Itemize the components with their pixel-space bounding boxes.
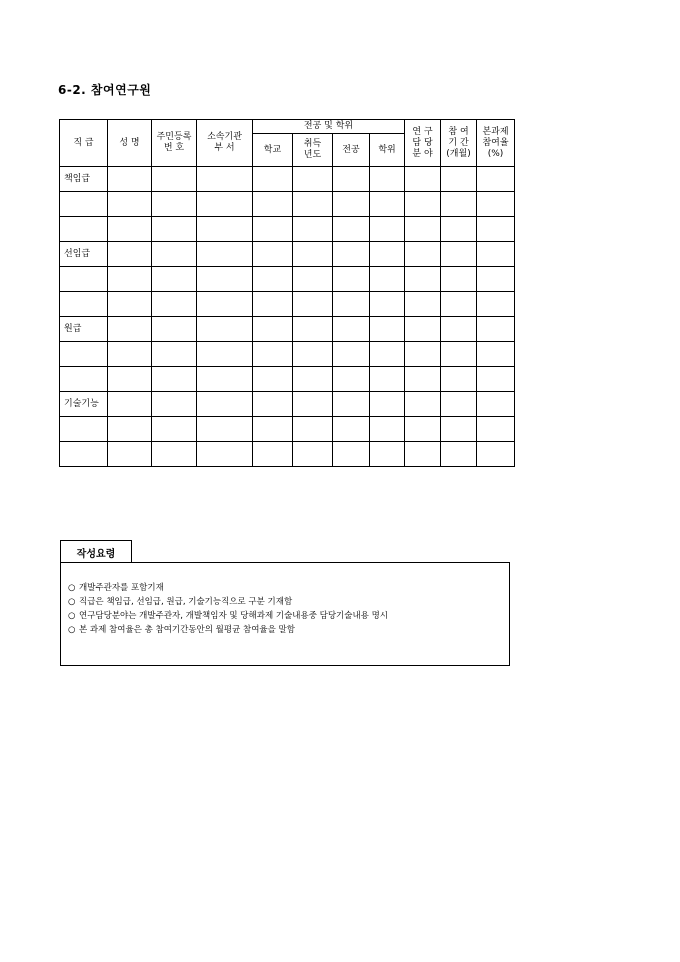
table-cell[interactable] bbox=[293, 317, 333, 342]
table-cell[interactable] bbox=[477, 317, 515, 342]
table-cell[interactable] bbox=[253, 292, 293, 317]
table-cell[interactable] bbox=[405, 392, 441, 417]
table-cell[interactable] bbox=[152, 342, 197, 367]
guide-item-text: 개발주관자를 포함기재 bbox=[79, 583, 164, 593]
header-major: 전공 bbox=[333, 134, 370, 167]
bullet-icon: ○ bbox=[68, 583, 76, 593]
table-cell[interactable] bbox=[441, 267, 477, 292]
table-row bbox=[60, 192, 515, 217]
table-cell[interactable] bbox=[477, 392, 515, 417]
table-cell[interactable] bbox=[197, 367, 253, 392]
table-cell[interactable] bbox=[441, 392, 477, 417]
table-cell[interactable] bbox=[405, 342, 441, 367]
table-row bbox=[60, 392, 515, 417]
bullet-icon: ○ bbox=[68, 597, 76, 607]
guide-tab: 작성요령 bbox=[60, 540, 132, 563]
grade-cell[interactable] bbox=[60, 292, 108, 317]
table-row bbox=[60, 367, 515, 392]
table-cell[interactable] bbox=[333, 317, 370, 342]
researcher-table bbox=[59, 119, 515, 467]
table-cell[interactable] bbox=[333, 217, 370, 242]
table-cell[interactable] bbox=[152, 367, 197, 392]
table-cell[interactable] bbox=[333, 392, 370, 417]
grade-cell[interactable] bbox=[60, 192, 108, 217]
table-cell[interactable] bbox=[293, 417, 333, 442]
table-cell[interactable] bbox=[293, 392, 333, 417]
table-cell[interactable] bbox=[441, 217, 477, 242]
table-cell[interactable] bbox=[441, 317, 477, 342]
table-cell[interactable] bbox=[370, 392, 405, 417]
table-cell[interactable] bbox=[477, 242, 515, 267]
table-cell[interactable] bbox=[293, 167, 333, 192]
header-rate: 본과제 참여율 (%) bbox=[477, 120, 515, 167]
guide-item bbox=[61, 623, 509, 637]
table-cell[interactable] bbox=[477, 342, 515, 367]
table-cell[interactable] bbox=[253, 242, 293, 267]
table-cell[interactable] bbox=[405, 292, 441, 317]
table-cell[interactable] bbox=[441, 167, 477, 192]
table-cell[interactable] bbox=[197, 392, 253, 417]
guide-item bbox=[61, 595, 509, 609]
table-cell[interactable] bbox=[405, 167, 441, 192]
table-cell[interactable] bbox=[293, 442, 333, 467]
table-cell[interactable] bbox=[333, 167, 370, 192]
grade-cell: 원급 bbox=[60, 317, 108, 342]
table-cell[interactable] bbox=[253, 367, 293, 392]
table-body bbox=[60, 167, 515, 467]
table-cell[interactable] bbox=[253, 267, 293, 292]
table-cell[interactable] bbox=[152, 442, 197, 467]
section-title: 6-2. 참여연구원 bbox=[58, 83, 152, 97]
table-row bbox=[60, 167, 515, 192]
table-cell[interactable] bbox=[405, 217, 441, 242]
table-cell[interactable] bbox=[477, 442, 515, 467]
header-name: 성 명 bbox=[108, 120, 152, 167]
guide-item-text: 연구담당분야는 개발주관자, 개발책임자 및 당해과제 기술내용중 담당기술내용 명시 bbox=[79, 611, 389, 621]
guide-item bbox=[61, 581, 509, 595]
table-cell[interactable] bbox=[253, 192, 293, 217]
table-row bbox=[60, 267, 515, 292]
header-year: 취득 년도 bbox=[293, 134, 333, 167]
table-cell[interactable] bbox=[253, 342, 293, 367]
table-cell[interactable] bbox=[370, 442, 405, 467]
table-row bbox=[60, 442, 515, 467]
table-cell[interactable] bbox=[293, 367, 333, 392]
guide-item-text: 본 과제 참여율은 총 참여기간동안의 월평균 참여율을 말함 bbox=[79, 625, 295, 635]
table-row bbox=[60, 417, 515, 442]
table-cell[interactable] bbox=[441, 192, 477, 217]
grade-cell[interactable] bbox=[60, 267, 108, 292]
table-cell[interactable] bbox=[108, 442, 152, 467]
table-cell[interactable] bbox=[197, 192, 253, 217]
table-cell[interactable] bbox=[405, 367, 441, 392]
table-cell[interactable] bbox=[197, 292, 253, 317]
table-cell[interactable] bbox=[253, 392, 293, 417]
header-grade: 직 급 bbox=[60, 120, 108, 167]
table-cell[interactable] bbox=[197, 167, 253, 192]
table-cell[interactable] bbox=[108, 417, 152, 442]
table-cell[interactable] bbox=[293, 242, 333, 267]
table-cell[interactable] bbox=[333, 192, 370, 217]
table-cell[interactable] bbox=[370, 317, 405, 342]
grade-cell[interactable] bbox=[60, 217, 108, 242]
table-row bbox=[60, 242, 515, 267]
table-cell[interactable] bbox=[441, 442, 477, 467]
table-cell[interactable] bbox=[293, 342, 333, 367]
table-cell[interactable] bbox=[293, 292, 333, 317]
table-row bbox=[60, 292, 515, 317]
table-cell[interactable] bbox=[152, 392, 197, 417]
table-cell[interactable] bbox=[333, 242, 370, 267]
guide-item-text: 직급은 책임급, 선임급, 원급, 기술기능직으로 구분 기재함 bbox=[79, 597, 293, 607]
guide-list bbox=[61, 581, 509, 637]
bullet-icon: ○ bbox=[68, 611, 76, 621]
table-cell[interactable] bbox=[108, 267, 152, 292]
table-cell[interactable] bbox=[108, 292, 152, 317]
table-cell[interactable] bbox=[293, 192, 333, 217]
table-cell[interactable] bbox=[370, 417, 405, 442]
table-cell[interactable] bbox=[370, 192, 405, 217]
table-cell[interactable] bbox=[405, 242, 441, 267]
table-cell[interactable] bbox=[152, 242, 197, 267]
table-cell[interactable] bbox=[197, 417, 253, 442]
table-cell[interactable] bbox=[477, 167, 515, 192]
table-cell[interactable] bbox=[333, 417, 370, 442]
table-cell[interactable] bbox=[293, 267, 333, 292]
table-cell[interactable] bbox=[477, 417, 515, 442]
grade-cell[interactable] bbox=[60, 342, 108, 367]
table-cell[interactable] bbox=[152, 267, 197, 292]
grade-cell[interactable] bbox=[60, 417, 108, 442]
table-cell[interactable] bbox=[405, 192, 441, 217]
table-cell[interactable] bbox=[333, 267, 370, 292]
table-cell[interactable] bbox=[370, 342, 405, 367]
header-rrn: 주민등록 번 호 bbox=[152, 120, 197, 167]
guide-item bbox=[61, 609, 509, 623]
table-cell[interactable] bbox=[197, 267, 253, 292]
table-cell[interactable] bbox=[253, 317, 293, 342]
header-period: 참 여 기 간 (개월) bbox=[441, 120, 477, 167]
table-cell[interactable] bbox=[405, 317, 441, 342]
bullet-icon: ○ bbox=[68, 625, 76, 635]
table-cell[interactable] bbox=[477, 292, 515, 317]
table-cell[interactable] bbox=[405, 442, 441, 467]
table-cell[interactable] bbox=[108, 392, 152, 417]
table-row bbox=[60, 342, 515, 367]
table-cell[interactable] bbox=[253, 167, 293, 192]
header-major-degree: 전공 및 학위 bbox=[253, 120, 405, 134]
header-school: 학교 bbox=[253, 134, 293, 167]
table-cell[interactable] bbox=[370, 167, 405, 192]
table-cell[interactable] bbox=[477, 217, 515, 242]
table-cell[interactable] bbox=[108, 342, 152, 367]
header-field: 연 구 담 당 분 야 bbox=[405, 120, 441, 167]
table-cell[interactable] bbox=[108, 217, 152, 242]
table-cell[interactable] bbox=[370, 267, 405, 292]
table-cell[interactable] bbox=[370, 367, 405, 392]
table-cell[interactable] bbox=[405, 267, 441, 292]
table-cell[interactable] bbox=[441, 417, 477, 442]
table-cell[interactable] bbox=[333, 367, 370, 392]
table-cell[interactable] bbox=[108, 367, 152, 392]
table-cell[interactable] bbox=[253, 417, 293, 442]
table-cell[interactable] bbox=[477, 267, 515, 292]
table-cell[interactable] bbox=[293, 217, 333, 242]
table-cell[interactable] bbox=[370, 292, 405, 317]
table-cell[interactable] bbox=[108, 317, 152, 342]
table-cell[interactable] bbox=[152, 417, 197, 442]
table-cell[interactable] bbox=[152, 292, 197, 317]
table-cell[interactable] bbox=[333, 292, 370, 317]
table-cell[interactable] bbox=[152, 167, 197, 192]
table-cell[interactable] bbox=[405, 417, 441, 442]
grade-cell[interactable] bbox=[60, 367, 108, 392]
table-cell[interactable] bbox=[477, 367, 515, 392]
table-cell[interactable] bbox=[197, 317, 253, 342]
header-degree: 학위 bbox=[370, 134, 405, 167]
grade-cell: 책임급 bbox=[60, 167, 108, 192]
table-cell[interactable] bbox=[477, 192, 515, 217]
grade-cell[interactable] bbox=[60, 442, 108, 467]
header-org: 소속기관 부 서 bbox=[197, 120, 253, 167]
table-cell[interactable] bbox=[108, 242, 152, 267]
table-cell[interactable] bbox=[197, 442, 253, 467]
table-cell[interactable] bbox=[197, 217, 253, 242]
grade-cell: 기술기능 bbox=[60, 392, 108, 417]
table-cell[interactable] bbox=[441, 292, 477, 317]
table-cell[interactable] bbox=[370, 217, 405, 242]
guide-box bbox=[60, 562, 510, 666]
table-cell[interactable] bbox=[197, 342, 253, 367]
table-row bbox=[60, 317, 515, 342]
table-cell[interactable] bbox=[108, 167, 152, 192]
table-cell[interactable] bbox=[197, 242, 253, 267]
table-cell[interactable] bbox=[253, 442, 293, 467]
table-row bbox=[60, 217, 515, 242]
table-cell[interactable] bbox=[441, 342, 477, 367]
table-cell[interactable] bbox=[333, 442, 370, 467]
table-cell[interactable] bbox=[441, 367, 477, 392]
table-cell[interactable] bbox=[441, 242, 477, 267]
table-cell[interactable] bbox=[253, 217, 293, 242]
table-cell[interactable] bbox=[333, 342, 370, 367]
table-cell[interactable] bbox=[152, 317, 197, 342]
table-cell[interactable] bbox=[152, 192, 197, 217]
table-cell[interactable] bbox=[370, 242, 405, 267]
table-cell[interactable] bbox=[152, 217, 197, 242]
grade-cell: 선임급 bbox=[60, 242, 108, 267]
table-cell[interactable] bbox=[108, 192, 152, 217]
